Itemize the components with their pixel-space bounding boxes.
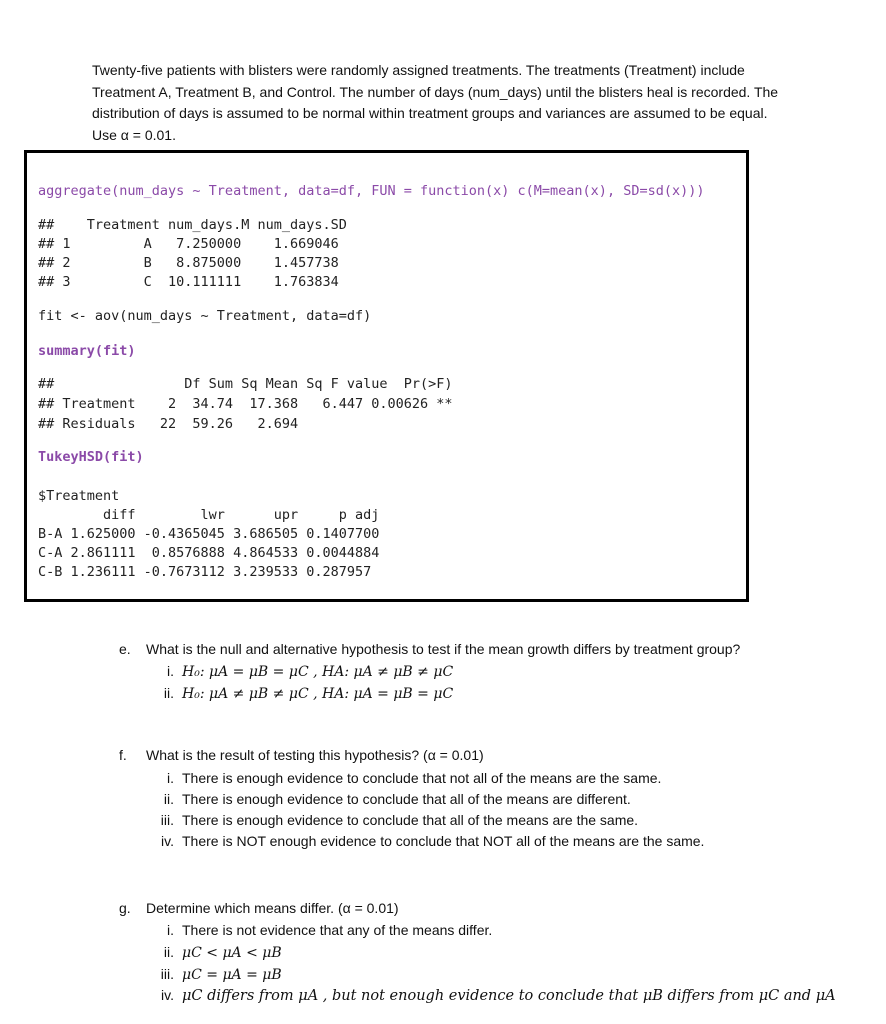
option-e-i — [152, 661, 453, 683]
option-text: There is enough evidence to conclude that all of the means are the same. — [182, 812, 639, 828]
question-text: Determine which means differ. (α = 0.01) — [146, 900, 399, 916]
intro-paragraph — [92, 60, 852, 146]
anova-header: ## Df Sum Sq Mean Sq F value Pr(>F) — [38, 376, 453, 392]
tukey-row: C-B 1.236111 -0.7673112 3.239533 0.287957 — [38, 564, 372, 580]
question-g — [119, 898, 399, 919]
option-number: iv. — [161, 987, 174, 1003]
intro-line: Treatment A, Treatment B, and Control. The number of days (num_days) until the blisters heal is recorded. The — [92, 83, 779, 100]
tukey-row: C-A 2.861111 0.8576888 4.864533 0.0044884 — [38, 545, 380, 561]
option-number: ii. — [163, 791, 174, 807]
aggregate-row: ## 1 A 7.250000 1.669046 — [38, 236, 339, 252]
option-text: There is NOT enough evidence to conclude that NOT all of the means are the same. — [182, 833, 705, 849]
summary-call: summary(fit) — [38, 343, 136, 359]
option-text: H₀: μA = μB = μC , HA: μA ≠ μB ≠ μC — [182, 664, 454, 680]
option-number: i. — [167, 922, 174, 938]
option-text: There is enough evidence to conclude that all of the means are different. — [182, 791, 631, 807]
question-label: e. — [119, 641, 131, 657]
question-label: g. — [119, 900, 131, 916]
intro-line: distribution of days is assumed to be normal within treatment groups and variances are assumed to be equal. — [92, 105, 768, 121]
question-text: What is the result of testing this hypothesis? (α = 0.01) — [146, 747, 484, 763]
tukey-call: TukeyHSD(fit) — [38, 449, 144, 465]
question-f — [119, 745, 484, 766]
aggregate-row: ## 3 C 10.111111 1.763834 — [38, 274, 339, 290]
option-number: iii. — [160, 966, 174, 982]
intro-line: Use α = 0.01. — [92, 126, 176, 143]
anova-row: ## Treatment 2 34.74 17.368 6.447 0.00626 ** — [38, 396, 453, 412]
tukey-row: B-A 1.625000 -0.4365045 3.686505 0.1407700 — [38, 526, 380, 542]
option-e-ii — [152, 683, 453, 705]
option-number: ii. — [163, 685, 174, 701]
option-f-iv — [152, 831, 704, 852]
option-text: There is enough evidence to conclude that not all of the means are the same. — [182, 770, 662, 786]
intro-line: Twenty-five patients with blisters were randomly assigned treatments. The treatments (Treatment) include — [92, 62, 745, 78]
question-text: What is the null and alternative hypothesis to test if the mean growth differs by treatment group? — [146, 641, 741, 657]
option-text: There is not evidence that any of the means differ. — [182, 922, 493, 938]
option-g-iv — [152, 985, 836, 1007]
option-number: iv. — [161, 833, 174, 849]
option-f-iii — [152, 810, 638, 831]
aggregate-header: ## Treatment num_days.M num_days.SD — [38, 217, 347, 233]
aggregate-row: ## 2 B 8.875000 1.457738 — [38, 255, 339, 271]
aggregate-call: aggregate(num_days ~ Treatment, data=df, FUN = function(x) c(M=mean(x), SD=sd(x))) — [38, 183, 705, 199]
option-text: μC < μA < μB — [182, 945, 282, 961]
fit-line: fit <- aov(num_days ~ Treatment, data=df) — [38, 308, 372, 324]
option-text: μC differs from μA , but not enough evidence to conclude that μB differs from μC and μA — [182, 988, 836, 1004]
tukey-label: $Treatment — [38, 488, 120, 504]
anova-row: ## Residuals 22 59.26 2.694 — [38, 416, 299, 432]
option-text: μC = μA = μB — [182, 967, 282, 983]
option-g-ii — [152, 942, 282, 964]
option-text: H₀: μA ≠ μB ≠ μC , HA: μA = μB = μC — [182, 686, 454, 702]
option-number: i. — [167, 770, 174, 786]
option-number: i. — [167, 663, 174, 679]
option-f-i — [152, 768, 661, 789]
option-number: iii. — [160, 812, 174, 828]
option-g-i — [152, 920, 492, 941]
question-e — [119, 639, 740, 660]
question-label: f. — [119, 747, 127, 763]
option-number: ii. — [163, 944, 174, 960]
option-g-iii — [152, 964, 282, 986]
r-output-box — [24, 150, 749, 602]
option-f-ii — [152, 789, 631, 810]
tukey-header: diff lwr upr p adj — [38, 507, 380, 523]
